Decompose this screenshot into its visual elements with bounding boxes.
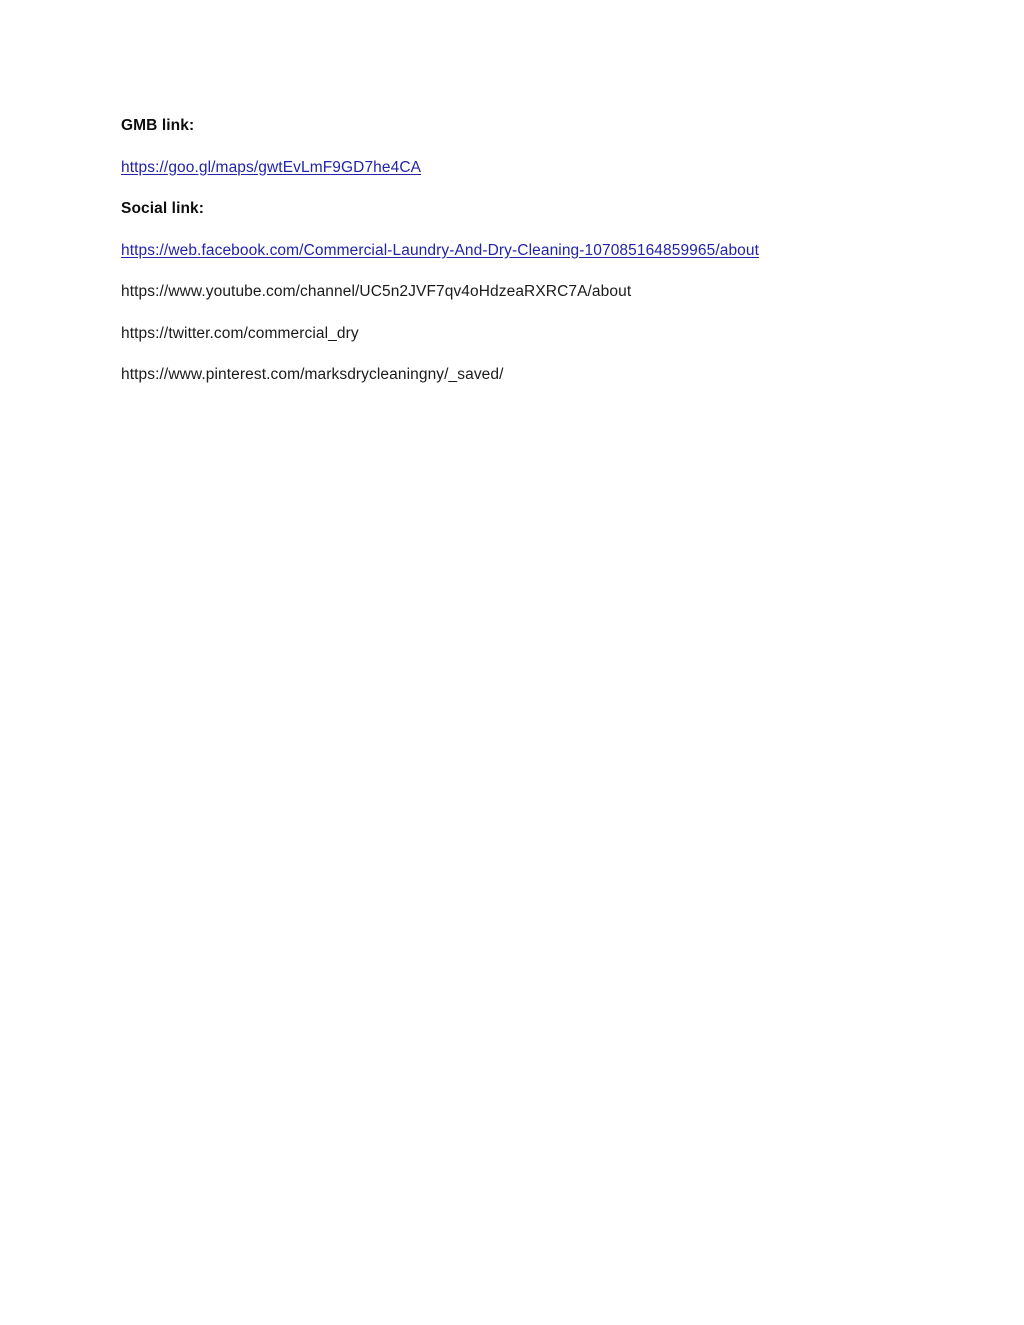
twitter-link[interactable]: https://twitter.com/commercial_dry <box>121 324 359 342</box>
pinterest-link-paragraph <box>121 367 911 383</box>
gmb-link-paragraph <box>121 160 911 176</box>
twitter-link-paragraph <box>121 326 911 342</box>
social-link-heading: Social link: <box>121 200 205 217</box>
gmb-maps-link[interactable]: https://goo.gl/maps/gwtEvLmF9GD7he4CA <box>121 158 422 176</box>
gmb-link-heading: GMB link: <box>121 117 195 134</box>
facebook-link[interactable]: https://web.facebook.com/Commercial-Laundry-And-Dry-Cleaning-107085164859965/about <box>121 241 760 259</box>
pinterest-link[interactable]: https://www.pinterest.com/marksdrycleaningny/_saved/ <box>121 366 504 383</box>
document-body <box>121 118 911 383</box>
youtube-link-paragraph <box>121 284 911 300</box>
youtube-link[interactable]: https://www.youtube.com/channel/UC5n2JVF7qv4oHdzeaRXRC7A/about <box>121 283 632 300</box>
facebook-link-paragraph <box>121 243 911 259</box>
